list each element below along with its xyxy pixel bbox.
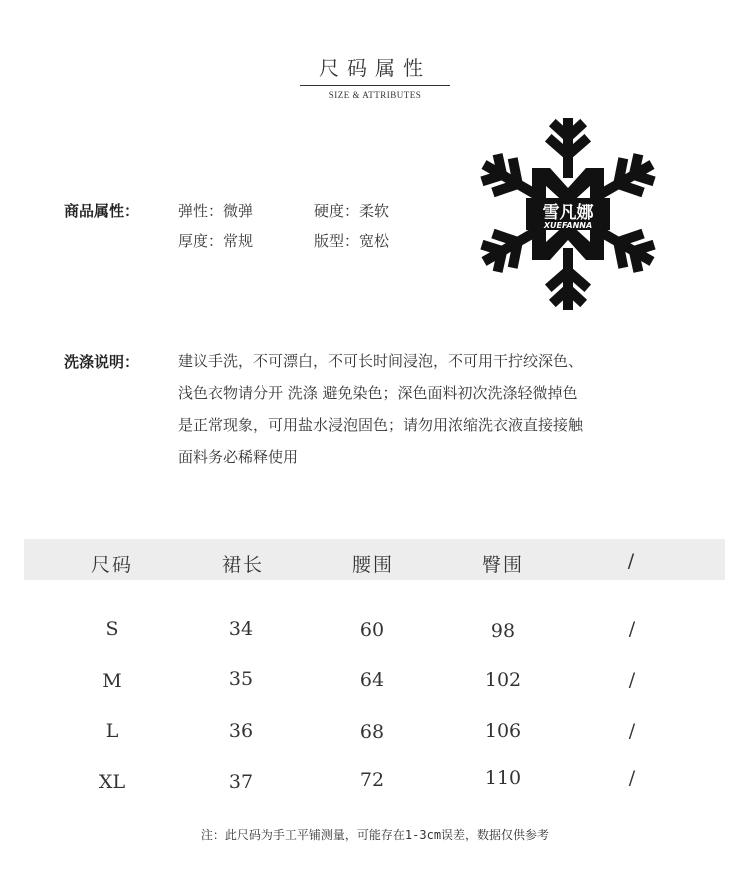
washing-line: 建议手洗，不可漂白，不可长时间浸泡，不可用干拧绞深色、 — [178, 352, 584, 370]
table-cell: 37 — [228, 771, 254, 793]
attribute-thickness: 厚度：常规 — [178, 232, 254, 250]
logo-brand-en: XUEFANNA — [543, 221, 593, 230]
attribute-elasticity: 弹性：微弹 — [178, 202, 254, 220]
washing-instructions — [178, 345, 683, 473]
table-cell: 68 — [359, 721, 385, 743]
table-cell: / — [628, 720, 636, 742]
table-cell: 60 — [359, 619, 385, 641]
washing-line: 面料务必稀释使用 — [178, 448, 299, 466]
table-cell: 64 — [359, 669, 385, 691]
header-extra: / — [627, 550, 637, 572]
table-cell: 35 — [228, 668, 254, 690]
header-waist: 腰围 — [351, 554, 395, 576]
header-skirt-length: 裙长 — [221, 554, 265, 576]
table-cell: 72 — [359, 769, 385, 791]
table-cell: M — [102, 670, 122, 692]
washing-line: 浅色衣物请分开 洗涤 避免染色；深色面料初次洗涤轻微掉色 — [178, 384, 578, 402]
header-hip: 臀围 — [481, 554, 525, 576]
attributes-label: 商品属性： — [64, 202, 140, 220]
table-cell: L — [105, 720, 119, 742]
page-subtitle: SIZE & ATTRIBUTES — [328, 90, 422, 100]
attribute-hardness: 硬度：柔软 — [314, 202, 390, 220]
table-cell: XL — [98, 771, 126, 793]
logo-brand-cn: 雪凡娜 — [542, 203, 594, 223]
header-size: 尺码 — [90, 554, 134, 576]
attribute-fit: 版型：宽松 — [314, 232, 390, 250]
table-cell: / — [628, 669, 636, 691]
table-cell: / — [628, 767, 636, 789]
table-cell: S — [105, 618, 119, 640]
table-cell: 102 — [484, 669, 522, 691]
table-cell: 106 — [484, 720, 522, 742]
brand-logo — [470, 118, 666, 314]
table-cell: 110 — [484, 767, 522, 789]
table-cell: 34 — [228, 618, 254, 640]
measurement-note: 注：此尺码为手工平铺测量，可能存在1-3cm误差，数据仅供参考 — [200, 828, 550, 842]
title-divider — [300, 85, 450, 86]
page-title: 尺码属性 — [319, 56, 431, 80]
washing-line: 是正常现象，可用盐水浸泡固色；请勿用浓缩洗衣液直接接触 — [178, 416, 584, 434]
table-cell: 36 — [228, 720, 254, 742]
table-cell: / — [628, 618, 636, 640]
table-cell: 98 — [490, 620, 516, 642]
snowflake-logo-icon — [470, 118, 666, 314]
washing-label: 洗涤说明： — [64, 353, 140, 371]
section-header — [0, 55, 750, 100]
